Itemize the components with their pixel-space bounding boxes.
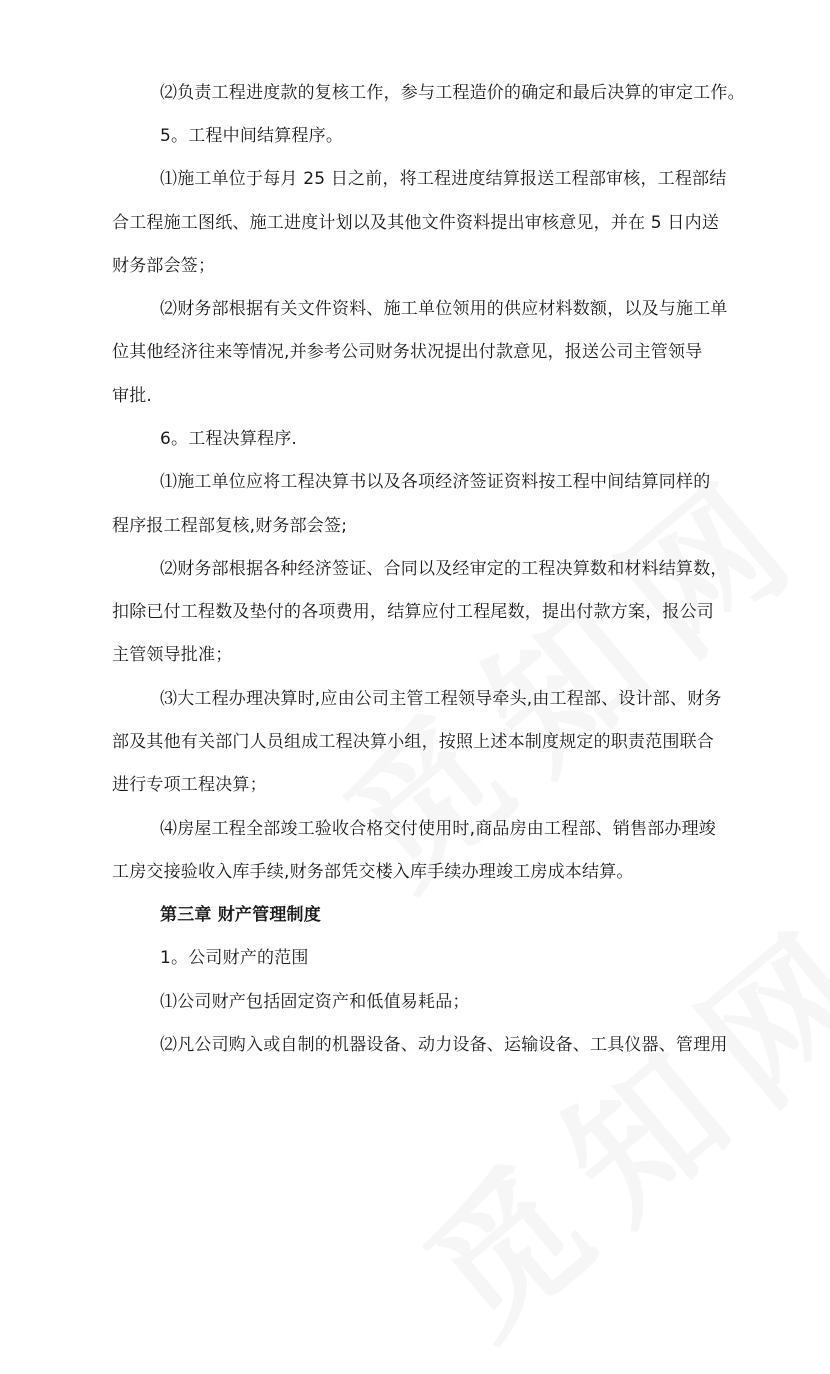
paragraph-line: ⑶大工程办理决算时,应由公司主管工程领导牵头,由工程部、设计部、财务 bbox=[160, 689, 722, 709]
paragraph-line: 进行专项工程决算； bbox=[112, 775, 267, 795]
paragraph-line: 合工程施工图纸、施工进度计划以及其他文件资料提出审核意见，并在 5 日内送 bbox=[112, 213, 720, 233]
paragraph-line: 主管领导批准； bbox=[112, 645, 233, 665]
paragraph-line: 位其他经济往来等情况,并参考公司财务状况提出付款意见，报送公司主管领导 bbox=[112, 342, 703, 362]
paragraph-line: ⑴施工单位应将工程决算书以及各项经济签证资料按工程中间结算同样的 bbox=[160, 472, 711, 492]
paragraph-line: 审批. bbox=[112, 386, 153, 406]
paragraph-line: 扣除已付工程数及垫付的各项费用，结算应付工程尾数，提出付款方案，报公司 bbox=[112, 602, 714, 622]
paragraph-line: ⑴施工单位于每月 25 日之前，将工程进度结算报送工程部审核，工程部结 bbox=[160, 169, 727, 189]
paragraph-line: 财务部会签； bbox=[112, 256, 216, 276]
section-title: 5。工程中间结算程序。 bbox=[160, 126, 344, 146]
paragraph-line: ⑵财务部根据各种经济签证、合同以及经审定的工程决算数和材料结算数， bbox=[160, 559, 728, 579]
paragraph-line: ⑵负责工程进度款的复核工作，参与工程造价的确定和最后决算的审定工作。 bbox=[160, 83, 745, 103]
paragraph-line: ⑴公司财产包括固定资产和低值易耗品； bbox=[160, 992, 470, 1012]
paragraph-line: 部及其他有关部门人员组成工程决算小组，按照上述本制度规定的职责范围联合 bbox=[112, 732, 714, 752]
watermark-lower bbox=[374, 862, 830, 1374]
paragraph-line: 程序报工程部复核,财务部会签; bbox=[112, 516, 348, 536]
section-title: 1。公司财产的范围 bbox=[160, 948, 309, 968]
chapter-heading: 第三章 财产管理制度 bbox=[160, 905, 321, 925]
paragraph-line: 工房交接验收入库手续,财务部凭交楼入库手续办理竣工房成本结算。 bbox=[112, 862, 634, 882]
section-title: 6。工程决算程序. bbox=[160, 429, 298, 449]
paragraph-line: ⑵财务部根据有关文件资料、施工单位领用的供应材料数额，以及与施工单 bbox=[160, 299, 728, 319]
paragraph-line: ⑵凡公司购入或自制的机器设备、动力设备、运输设备、工具仪器、管理用 bbox=[160, 1035, 728, 1055]
paragraph-line: ⑷房屋工程全部竣工验收合格交付使用时,商品房由工程部、销售部办理竣 bbox=[160, 819, 717, 839]
